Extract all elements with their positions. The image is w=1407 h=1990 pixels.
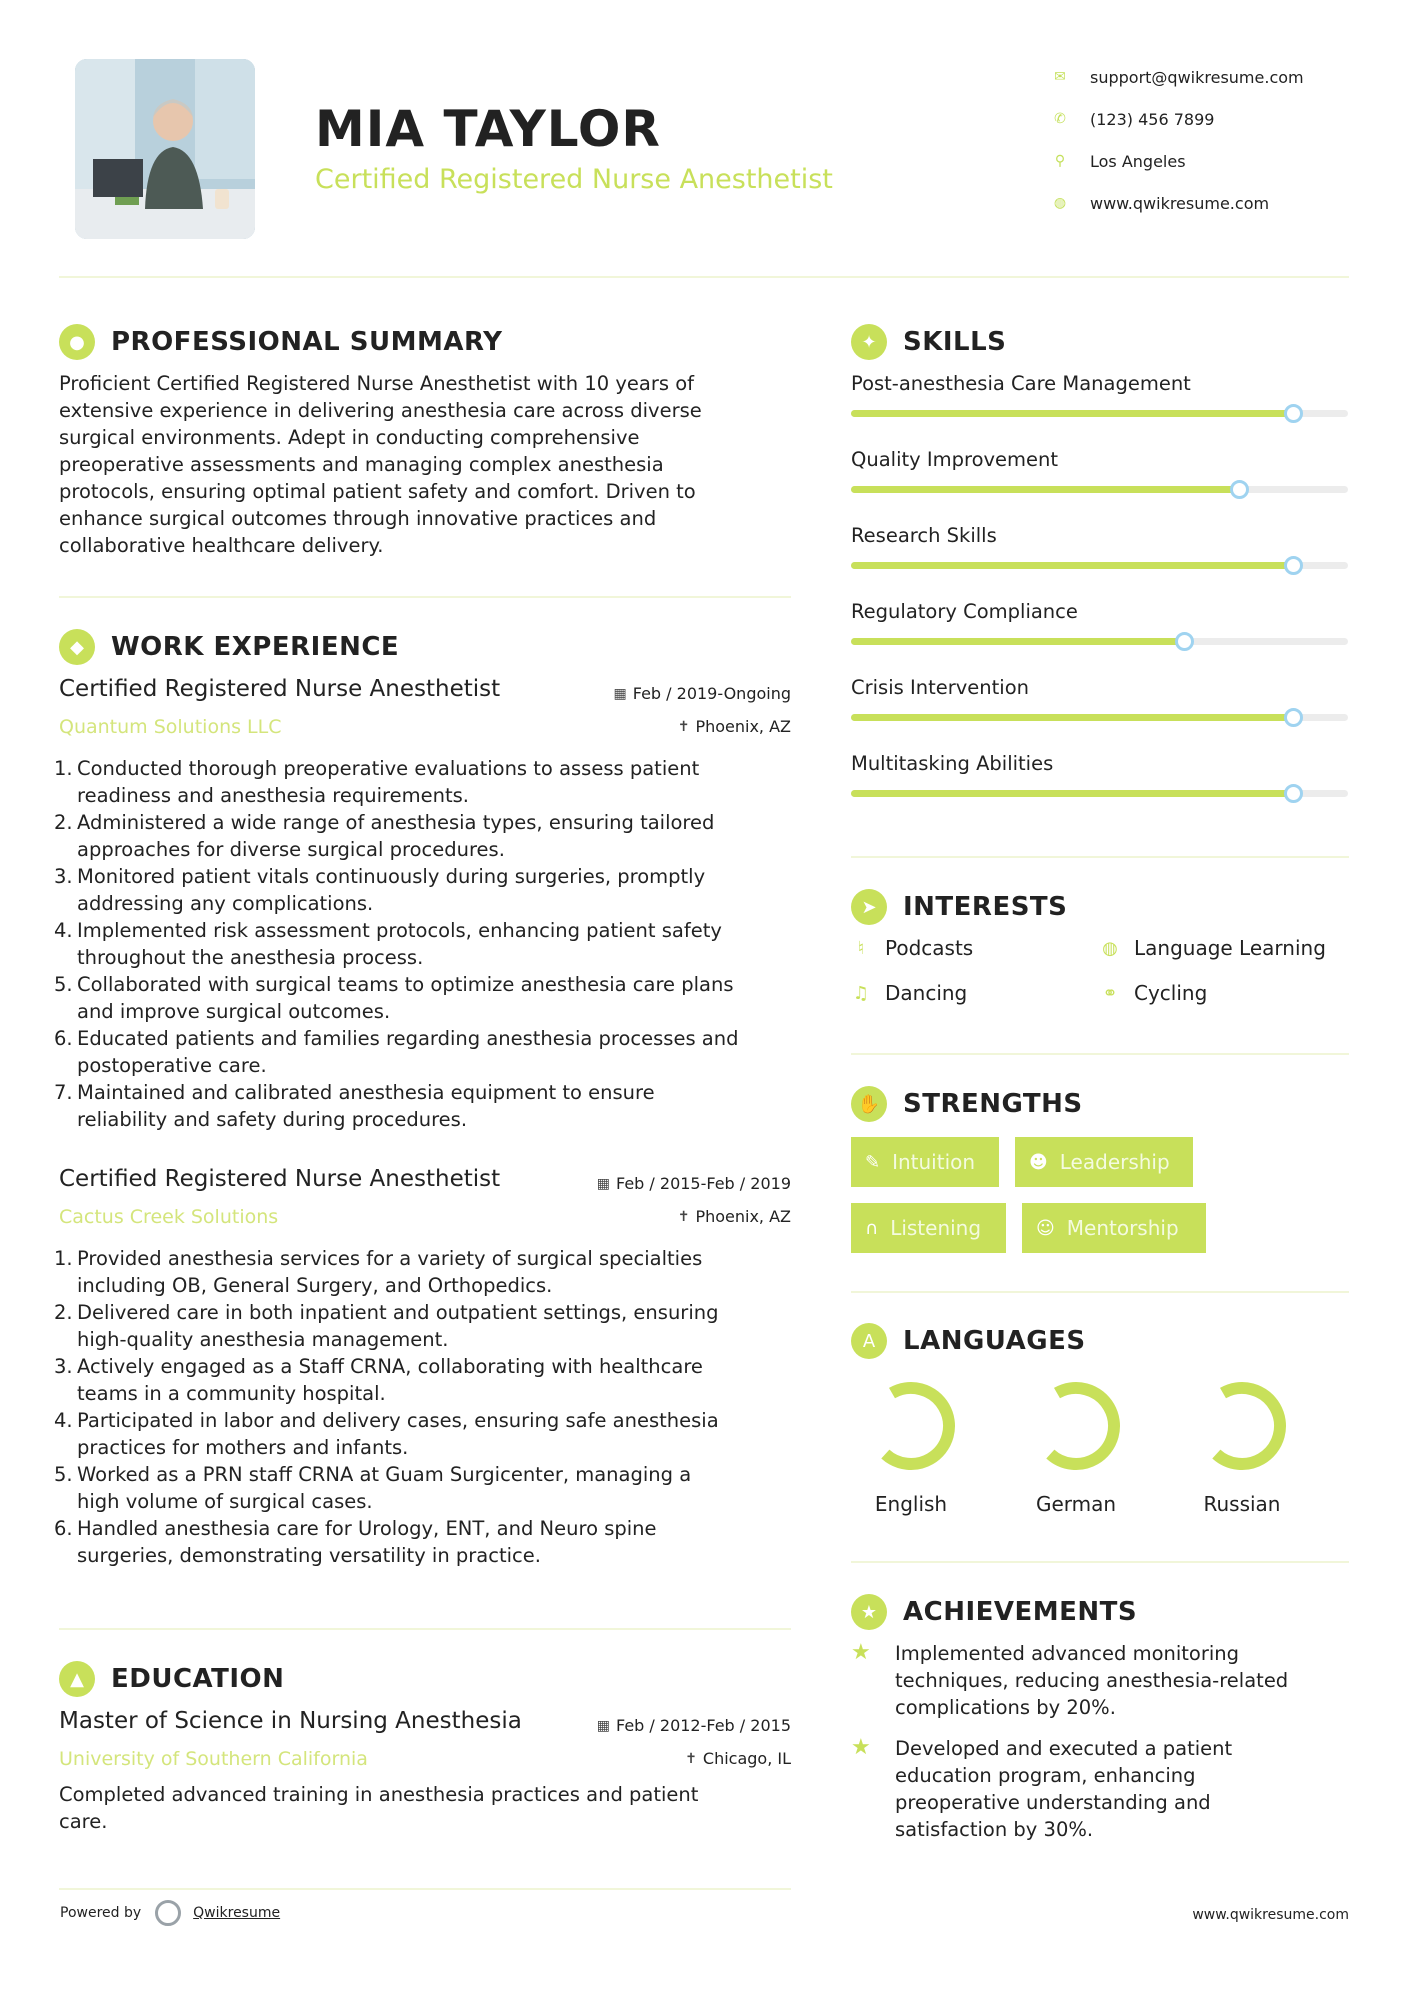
globe-icon: ◍ (1102, 937, 1118, 959)
education-divider (59, 1888, 791, 1890)
candidate-name: MIA TAYLOR (315, 100, 661, 158)
skill-slider-knob (1284, 404, 1303, 423)
qwikresume-logo-icon (155, 1900, 181, 1926)
phone-icon: ✆ (1054, 111, 1066, 127)
contact-website[interactable]: ◍ www.qwikresume.com (1050, 182, 1380, 224)
language-ring (1194, 1378, 1290, 1474)
language-russian: Russian (1177, 1378, 1307, 1516)
skill-label: Post-anesthesia Care Management (851, 372, 1191, 395)
job-1-sub (59, 714, 791, 744)
achievement-item: ★ Implemented advanced monitoring techniques, reducing anesthesia-related complications by 20%. (851, 1640, 1289, 1719)
achievement-item: ★ Developed and executed a patient education program, enhancing preoperative understanding and satisfaction by 30%. (851, 1735, 1233, 1841)
education-header (59, 1708, 791, 1748)
candidate-title: Certified Registered Nurse Anesthetist (315, 164, 833, 195)
skill-bar (851, 562, 1348, 569)
job-company: Cactus Creek Solutions (59, 1206, 279, 1228)
list-item: 2. Administered a wide range of anesthesia types, ensuring tailored approaches for diverse surgical procedures. (54, 811, 715, 861)
skill-bar-fill (851, 486, 1239, 493)
footer-powered-by: Powered by Qwikresume (60, 1900, 280, 1926)
lightbulb-icon: ✦ (851, 324, 887, 360)
location-icon: ⚲ (1054, 153, 1066, 169)
qwikresume-link[interactable]: Qwikresume (193, 1905, 281, 1921)
skill-bar (851, 410, 1348, 417)
skill-bar (851, 486, 1348, 493)
headphones-icon: ∩ (865, 1217, 879, 1239)
strength-mentorship: ☺ Mentorship (1022, 1203, 1206, 1253)
experience-heading: ◆ WORK EXPERIENCE (59, 629, 399, 665)
skill-bar-fill (851, 714, 1293, 721)
interest-podcasts: ♮ Podcasts (851, 936, 973, 960)
list-item: 4. Implemented risk assessment protocols, enhancing patient safety throughout the anesthesia process. (54, 919, 722, 969)
music-icon: ♫ (852, 982, 870, 1004)
skill-bar-fill (851, 562, 1293, 569)
trophy-icon: ★ (851, 1594, 887, 1630)
contact-email[interactable]: ✉ support@qwikresume.com (1050, 56, 1380, 98)
education-location: ✝ Chicago, IL (685, 1749, 791, 1768)
pin-icon: ✝ (677, 718, 690, 735)
interests-heading: ➤ INTERESTS (851, 889, 1067, 925)
job-2-sub (59, 1204, 791, 1234)
language-german: German (1011, 1378, 1141, 1516)
skill-slider-knob (1284, 708, 1303, 727)
microphone-icon: ♮ (857, 937, 865, 959)
skill-slider-knob (1284, 784, 1303, 803)
skill-label: Regulatory Compliance (851, 600, 1078, 623)
interests-divider (851, 1053, 1349, 1055)
skill-label: Crisis Intervention (851, 676, 1030, 699)
bicycle-icon: ⚭ (1102, 982, 1118, 1004)
education-sub (59, 1746, 791, 1776)
header-divider (59, 276, 1349, 278)
list-item: 4. Participated in labor and delivery cases, ensuring safe anesthesia practices for mothers and infants. (54, 1409, 719, 1459)
education-date: ▦ Feb / 2012-Feb / 2015 (596, 1716, 791, 1735)
job-date: ▦ Feb / 2015-Feb / 2019 (596, 1174, 791, 1193)
school-name: University of Southern California (59, 1748, 368, 1770)
graduation-icon: ▲ (59, 1661, 95, 1697)
skill-bar (851, 714, 1348, 721)
calendar-icon: ▦ (596, 1175, 610, 1192)
language-ring (1028, 1378, 1124, 1474)
skill-bar-fill (851, 790, 1293, 797)
skill-label: Quality Improvement (851, 448, 1059, 471)
education-heading: ▲ EDUCATION (59, 1661, 284, 1697)
skill-slider-knob (1230, 480, 1249, 499)
strengths-heading: ✋ STRENGTHS (851, 1086, 1083, 1122)
skill-item (851, 676, 1348, 699)
skill-label: Multitasking Abilities (851, 752, 1054, 775)
list-item: 5. Collaborated with surgical teams to optimize anesthesia care plans and improve surgical outcomes. (54, 973, 734, 1023)
group-icon: ☻ (1029, 1151, 1048, 1173)
job-title: Certified Registered Nurse Anesthetist (59, 1166, 501, 1192)
interest-dancing: ♫ Dancing (852, 981, 968, 1005)
list-item: 7. Maintained and calibrated anesthesia equipment to ensure reliability and safety during procedures. (54, 1081, 655, 1131)
pin-icon: ✝ (677, 1208, 690, 1225)
star-icon: ★ (851, 1735, 871, 1760)
language-english: English (846, 1378, 976, 1516)
skill-item (851, 600, 1348, 623)
skill-bar (851, 790, 1348, 797)
skill-item (851, 752, 1348, 775)
degree-title: Master of Science in Nursing Anesthesia (59, 1708, 522, 1734)
contact-list (1050, 56, 1380, 224)
profile-photo (75, 59, 255, 239)
job-location: ✝ Phoenix, AZ (677, 717, 791, 736)
skill-label: Research Skills (851, 524, 997, 547)
pin-icon: ✝ (685, 1750, 697, 1767)
list-item: 6. Handled anesthesia care for Urology, ENT, and Neuro spine surgeries, demonstrating versatility in practice. (54, 1517, 657, 1567)
skill-item (851, 372, 1348, 395)
skill-slider-knob (1175, 632, 1194, 651)
contact-phone[interactable]: ✆ (123) 456 7899 (1050, 98, 1380, 140)
skills-divider (851, 856, 1349, 858)
skill-bar-fill (851, 410, 1293, 417)
list-item: 3. Monitored patient vitals continuously during surgeries, promptly addressing any complications. (54, 865, 706, 915)
star-icon: ★ (851, 1640, 871, 1665)
calendar-icon: ▦ (613, 685, 627, 702)
skill-item (851, 524, 1348, 547)
strength-listening: ∩ Listening (851, 1203, 1006, 1253)
briefcase-icon: ◆ (59, 629, 95, 665)
list-item: 3. Actively engaged as a Staff CRNA, collaborating with healthcare teams in a community hospital. (54, 1355, 703, 1405)
job-company: Quantum Solutions LLC (59, 716, 282, 738)
list-item: 1. Provided anesthesia services for a variety of surgical specialties including OB, General Surgery, and Orthopedics. (54, 1247, 703, 1297)
footer-url[interactable]: www.qwikresume.com (1192, 1907, 1349, 1923)
achievements-heading: ★ ACHIEVEMENTS (851, 1594, 1137, 1630)
job-title: Certified Registered Nurse Anesthetist (59, 676, 501, 702)
user-plus-icon: ☺ (1036, 1217, 1055, 1239)
interest-cycling: ⚭ Cycling (1100, 981, 1207, 1005)
interest-language-learning: ◍ Language Learning (1100, 936, 1326, 960)
hand-icon: ✋ (851, 1086, 887, 1122)
strengths-divider (851, 1291, 1349, 1293)
job-2-header (59, 1166, 791, 1206)
job-1-duties (54, 755, 799, 1133)
contact-location: ⚲ Los Angeles (1050, 140, 1380, 182)
education-text: Completed advanced training in anesthesia practices and patient care. (59, 1783, 699, 1833)
skill-bar-fill (851, 638, 1184, 645)
skills-heading: ✦ SKILLS (851, 324, 1006, 360)
job-date: ▦ Feb / 2019-Ongoing (613, 684, 791, 703)
paper-plane-icon: ➤ (851, 889, 887, 925)
skill-bar (851, 638, 1348, 645)
user-icon: ● (59, 324, 95, 360)
languages-heading: A LANGUAGES (851, 1323, 1086, 1359)
skill-item (851, 448, 1348, 471)
language-ring (863, 1378, 959, 1474)
job-location: ✝ Phoenix, AZ (677, 1207, 791, 1226)
summary-text: Proficient Certified Registered Nurse Anesthetist with 10 years of extensive experience in delivering anesthesia care across diverse surgical environments. Adept in conducting comprehensive preoperative assessments and managing complex anesthesia protocols, ensuring optimal patient safety and comfort. Driven to enhance surgical outcomes through innovative practices and collaborative healthcare delivery. (59, 372, 702, 557)
summary-heading: ● PROFESSIONAL SUMMARY (59, 324, 502, 360)
calendar-icon: ▦ (596, 1717, 610, 1734)
wand-icon: ✎ (865, 1151, 881, 1173)
experience-divider (59, 1628, 791, 1630)
list-item: 5. Worked as a PRN staff CRNA at Guam Surgicenter, managing a high volume of surgical cases. (54, 1463, 692, 1513)
globe-icon: ◍ (1053, 195, 1067, 211)
languages-divider (851, 1561, 1349, 1563)
summary-divider (59, 596, 791, 598)
language-icon: A (851, 1323, 887, 1359)
mail-icon: ✉ (1054, 69, 1066, 85)
strength-leadership: ☻ Leadership (1015, 1137, 1193, 1187)
list-item: 1. Conducted thorough preoperative evaluations to assess patient readiness and anesthesia requirements. (54, 757, 700, 807)
list-item: 2. Delivered care in both inpatient and outpatient settings, ensuring high-quality anesthesia management. (54, 1301, 719, 1351)
list-item: 6. Educated patients and families regarding anesthesia processes and postoperative care. (54, 1027, 739, 1077)
job-1-header (59, 676, 791, 716)
strength-intuition: ✎ Intuition (851, 1137, 999, 1187)
job-2-duties (54, 1245, 799, 1569)
skill-slider-knob (1284, 556, 1303, 575)
